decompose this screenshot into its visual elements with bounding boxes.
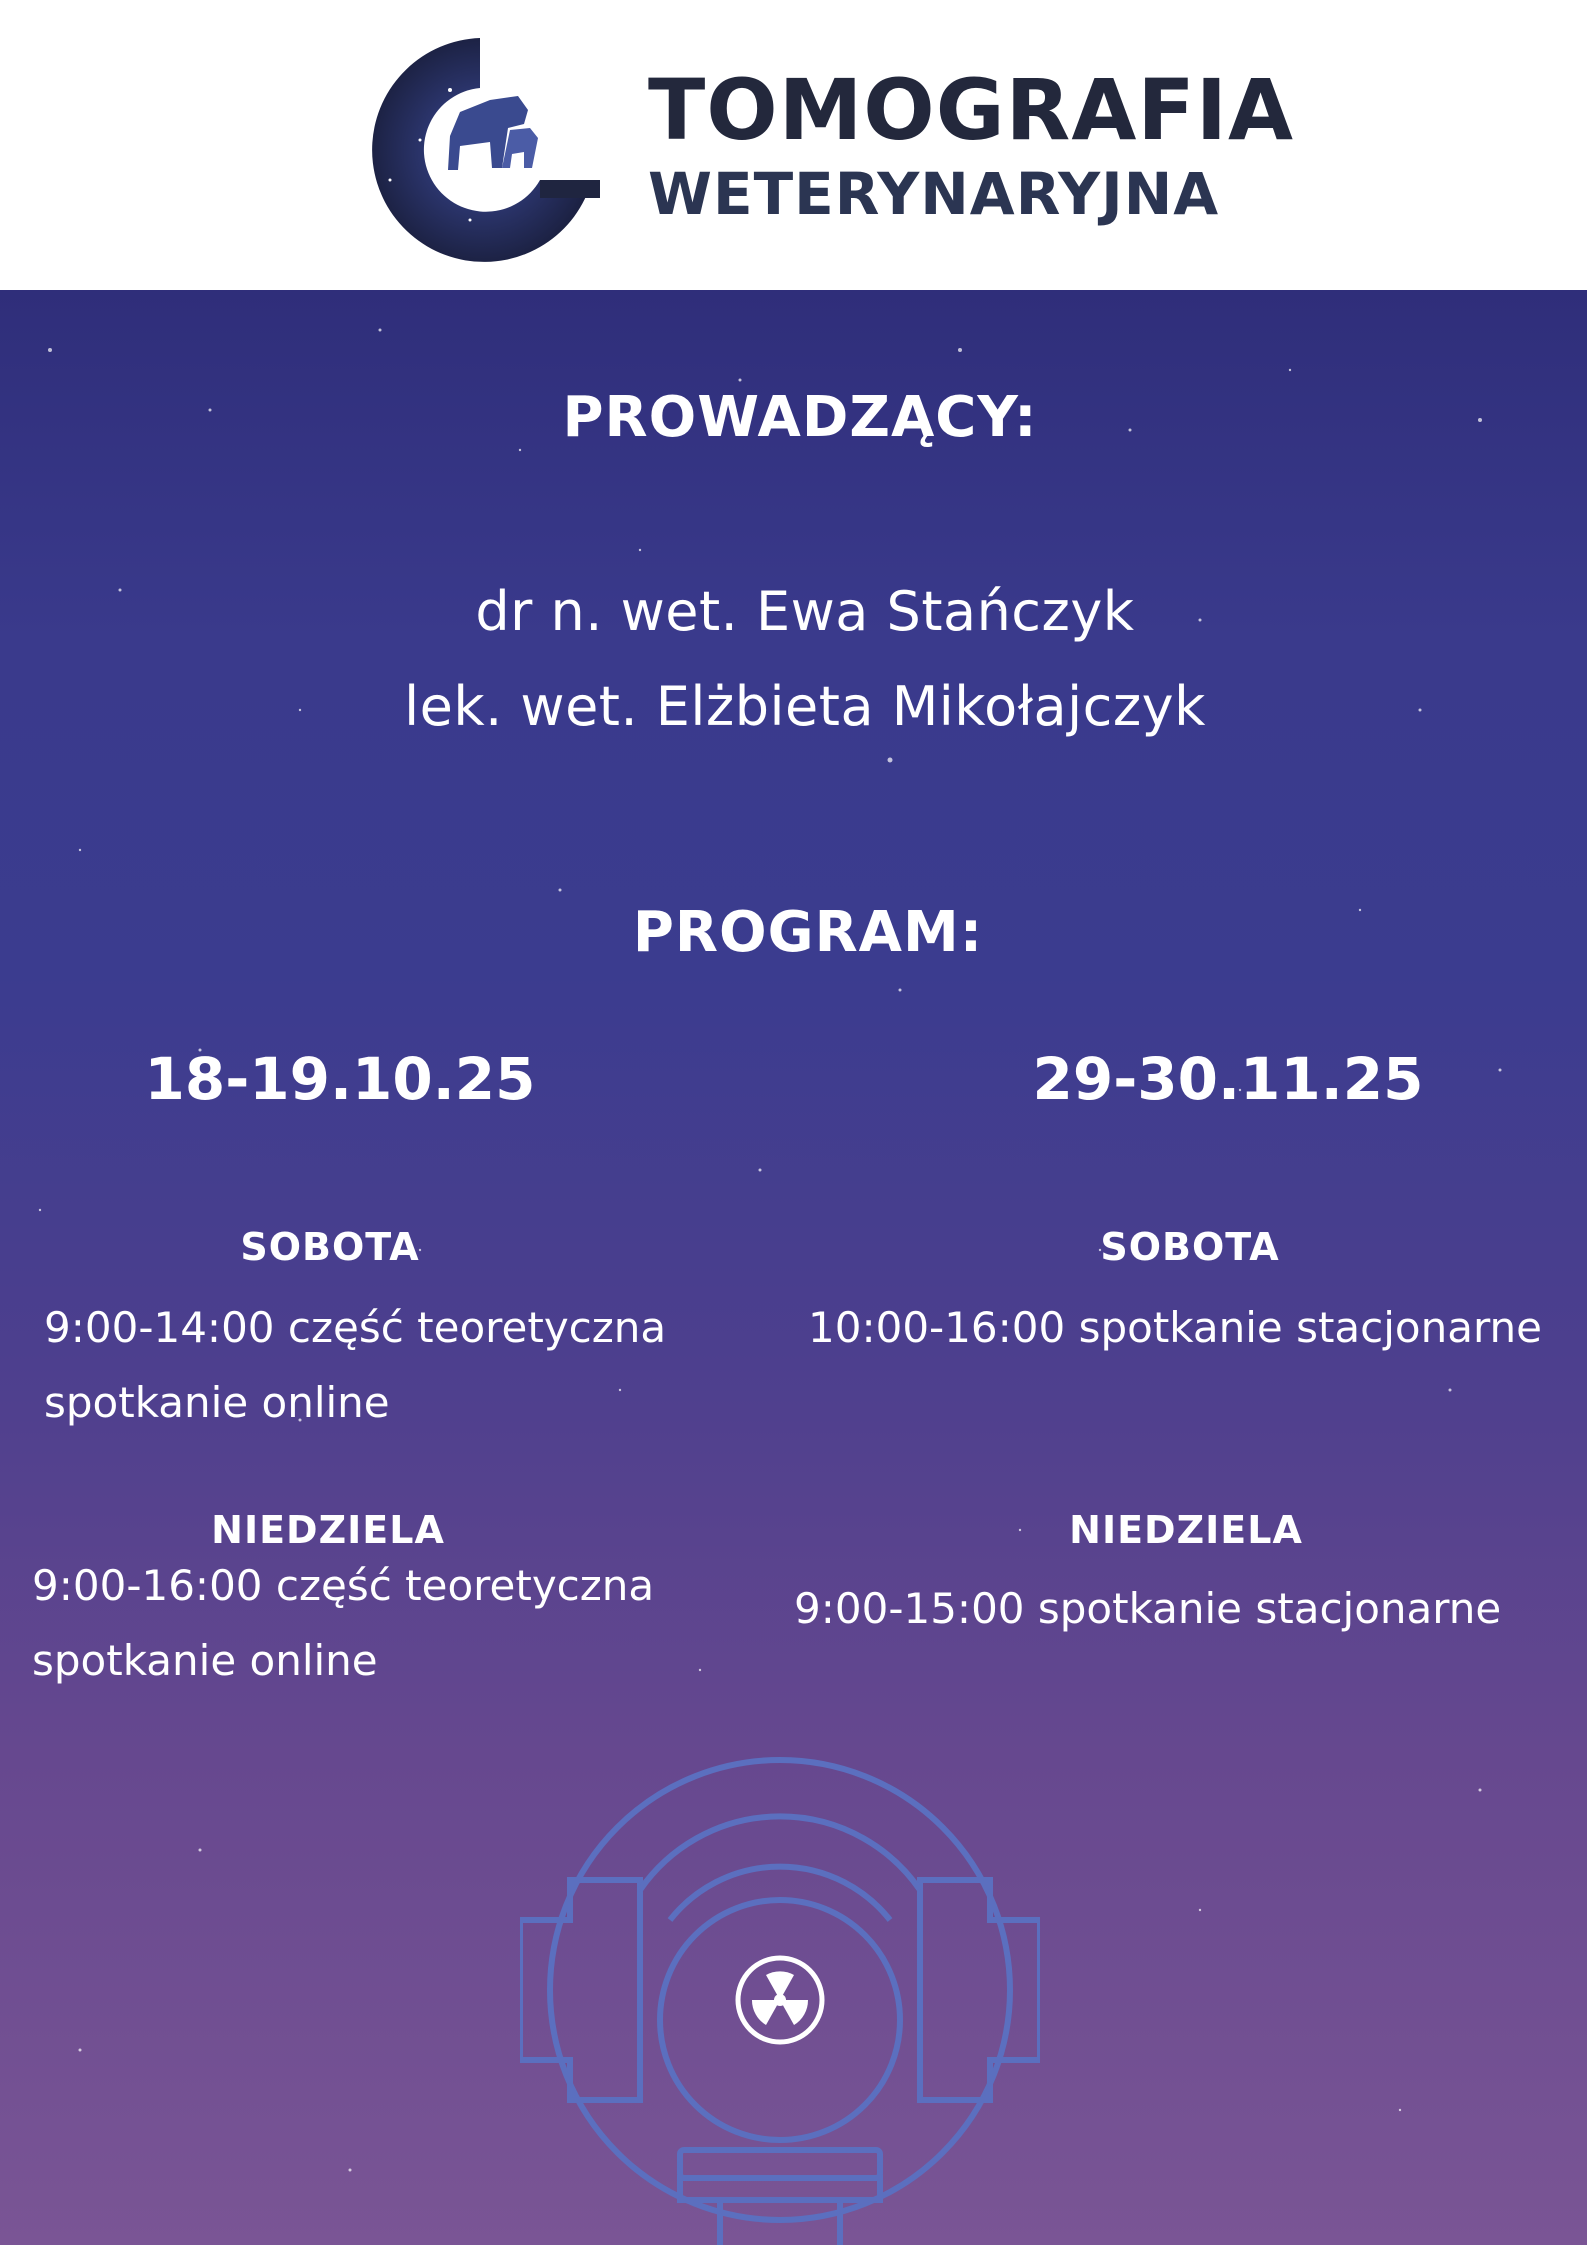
left-saturday-schedule	[44, 1290, 684, 1440]
left-sunday-schedule	[32, 1548, 672, 1698]
logo-text	[648, 62, 1294, 230]
left-saturday-line1: 9:00-14:00 część teoretyczna	[44, 1303, 667, 1352]
left-sunday-line1: 9:00-16:00 część teoretyczna	[32, 1561, 655, 1610]
left-date: 18-19.10.25	[144, 1045, 536, 1113]
left-sunday-label: NIEDZIELA	[211, 1508, 445, 1552]
ct-scanner-icon	[520, 1730, 1040, 2245]
poster-background	[0, 290, 1587, 2245]
instructor-name: dr n. wet. Ewa Stańczyk	[475, 580, 1135, 643]
left-saturday-label: SOBOTA	[240, 1225, 420, 1269]
logo-icon	[330, 30, 630, 265]
logo-subtitle: WETERYNARYJNA	[648, 160, 1220, 228]
right-saturday-schedule	[808, 1290, 1568, 1365]
instructor-name: lek. wet. Elżbieta Mikołajczyk	[404, 675, 1206, 738]
left-sunday-line2: spotkanie online	[32, 1636, 378, 1685]
program-heading: PROGRAM:	[632, 900, 984, 965]
right-sunday-line1: 9:00-15:00 spotkanie stacjonarne	[794, 1584, 1502, 1633]
left-saturday-line2: spotkanie online	[44, 1378, 390, 1427]
logo-title: TOMOGRAFIA	[648, 61, 1294, 159]
right-sunday-schedule	[794, 1571, 1554, 1646]
radiation-symbol	[738, 1958, 822, 2042]
instructors-heading: PROWADZĄCY:	[562, 385, 1038, 450]
header	[0, 0, 1587, 290]
right-saturday-line1: 10:00-16:00 spotkanie stacjonarne	[808, 1303, 1542, 1352]
right-date: 29-30.11.25	[1032, 1045, 1424, 1113]
right-saturday-label: SOBOTA	[1100, 1225, 1280, 1269]
right-sunday-label: NIEDZIELA	[1069, 1508, 1303, 1552]
